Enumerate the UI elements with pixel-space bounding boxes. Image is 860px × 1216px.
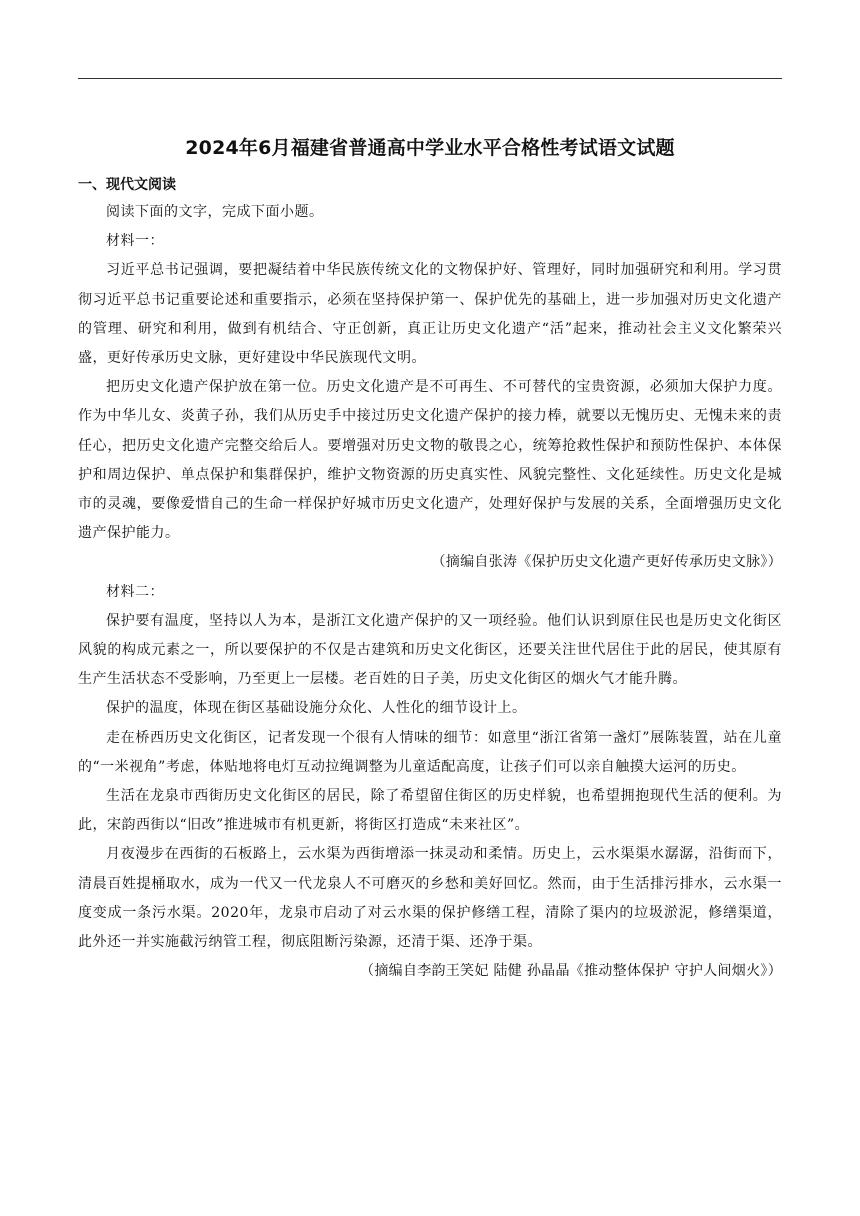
instruction-text: 阅读下面的文字，完成下面小题。 — [106, 204, 324, 220]
material-two-label: 材料二： — [106, 583, 164, 600]
material-two-paragraph: 生活在龙泉市西街历史文化街区的居民，除了希望留住街区的历史样貌，也希望拥抱现代生活的便利。为此，宋韵西街以“旧改”推进城市有机更新，将街区打造成“未来社区”。 — [78, 788, 782, 834]
page-title: 2024年6月福建省普通高中学业水平合格性考试语文试题 — [185, 137, 675, 159]
section-heading: 一、现代文阅读 — [78, 177, 176, 193]
header-rule — [78, 78, 782, 79]
material-one-paragraph: 习近平总书记强调，要把凝结着中华民族传统文化的文物保护好、管理好，同时加强研究和利用。学习贯彻习近平总书记重要论述和重要指示，必须在坚持保护第一、保护优先的基础上，进一步加强对历史文化遗产的管理、研究和利用，做到有机结合、守正创新，真正让历史文化遗产“活”起来，推动社会主义文化繁荣兴盛，更好传承历史文脉，更好建设中华民族现代文明。 — [78, 262, 782, 367]
material-one-label: 材料一： — [106, 233, 164, 250]
material-two-source: （摘编自李韵王笑妃 陆健 孙晶晶《推动整体保护 守护人间烟火》） — [360, 963, 782, 980]
material-two-paragraph: 走在桥西历史文化街区，记者发现一个很有人情味的细节：如意里“浙江省第一盏灯”展陈装置，站在儿童的“一米视角”考虑，体贴地将电灯互动拉绳调整为儿童适配高度，让孩子们可以亲自触摸大运河的历史。 — [78, 729, 782, 775]
reading-passage — [78, 198, 782, 986]
material-two-paragraph: 保护的温度，体现在街区基础设施分众化、人性化的细节设计上。 — [106, 700, 527, 717]
material-two-paragraph: 保护要有温度，坚持以人为本，是浙江文化遗产保护的又一项经验。他们认识到原住民也是历史文化街区风貌的构成元素之一，所以要保护的不仅是古建筑和历史文化街区，还要关注世代居住于此的居民，使其原有生产生活状态不受影响，乃至更上一层楼。老百姓的日子美，历史文化街区的烟火气才能升腾。 — [78, 612, 782, 688]
material-two-paragraph: 月夜漫步在西街的石板路上，云水渠为西街增添一抹灵动和柔情。历史上，云水渠渠水潺潺，沿街而下，清晨百姓提桶取水，成为一代又一代龙泉人不可磨灭的乡愁和美好回忆。然而，由于生活排污排水，云水渠一度变成一条污水渠。2020年，龙泉市启动了对云水渠的保护修缮工程，清除了渠内的垃圾淤泥，修缮渠道，此外还一并实施截污纳管工程，彻底阻断污染源，还清于渠、还净于渠。 — [78, 846, 782, 951]
material-one-source: （摘编自张涛《保护历史文化遗产更好传承历史文脉》） — [431, 554, 782, 571]
material-one-paragraph: 把历史文化遗产保护放在第一位。历史文化遗产是不可再生、不可替代的宝贵资源，必须加大保护力度。作为中华儿女、炎黄子孙，我们从历史手中接过历史文化遗产保护的接力棒，就要以无愧历史、无愧未来的责任心，把历史文化遗产完整交给后人。要增强对历史文物的敬畏之心，统筹抢救性保护和预防性保护、本体保护和周边保护、单点保护和集群保护，维护文物资源的历史真实性、风貌完整性、文化延续性。历史文化是城市的灵魂，要像爱惜自己的生命一样保护好城市历史文化遗产，处理好保护与发展的关系，全面增强历史文化遗产保护能力。 — [78, 379, 782, 542]
